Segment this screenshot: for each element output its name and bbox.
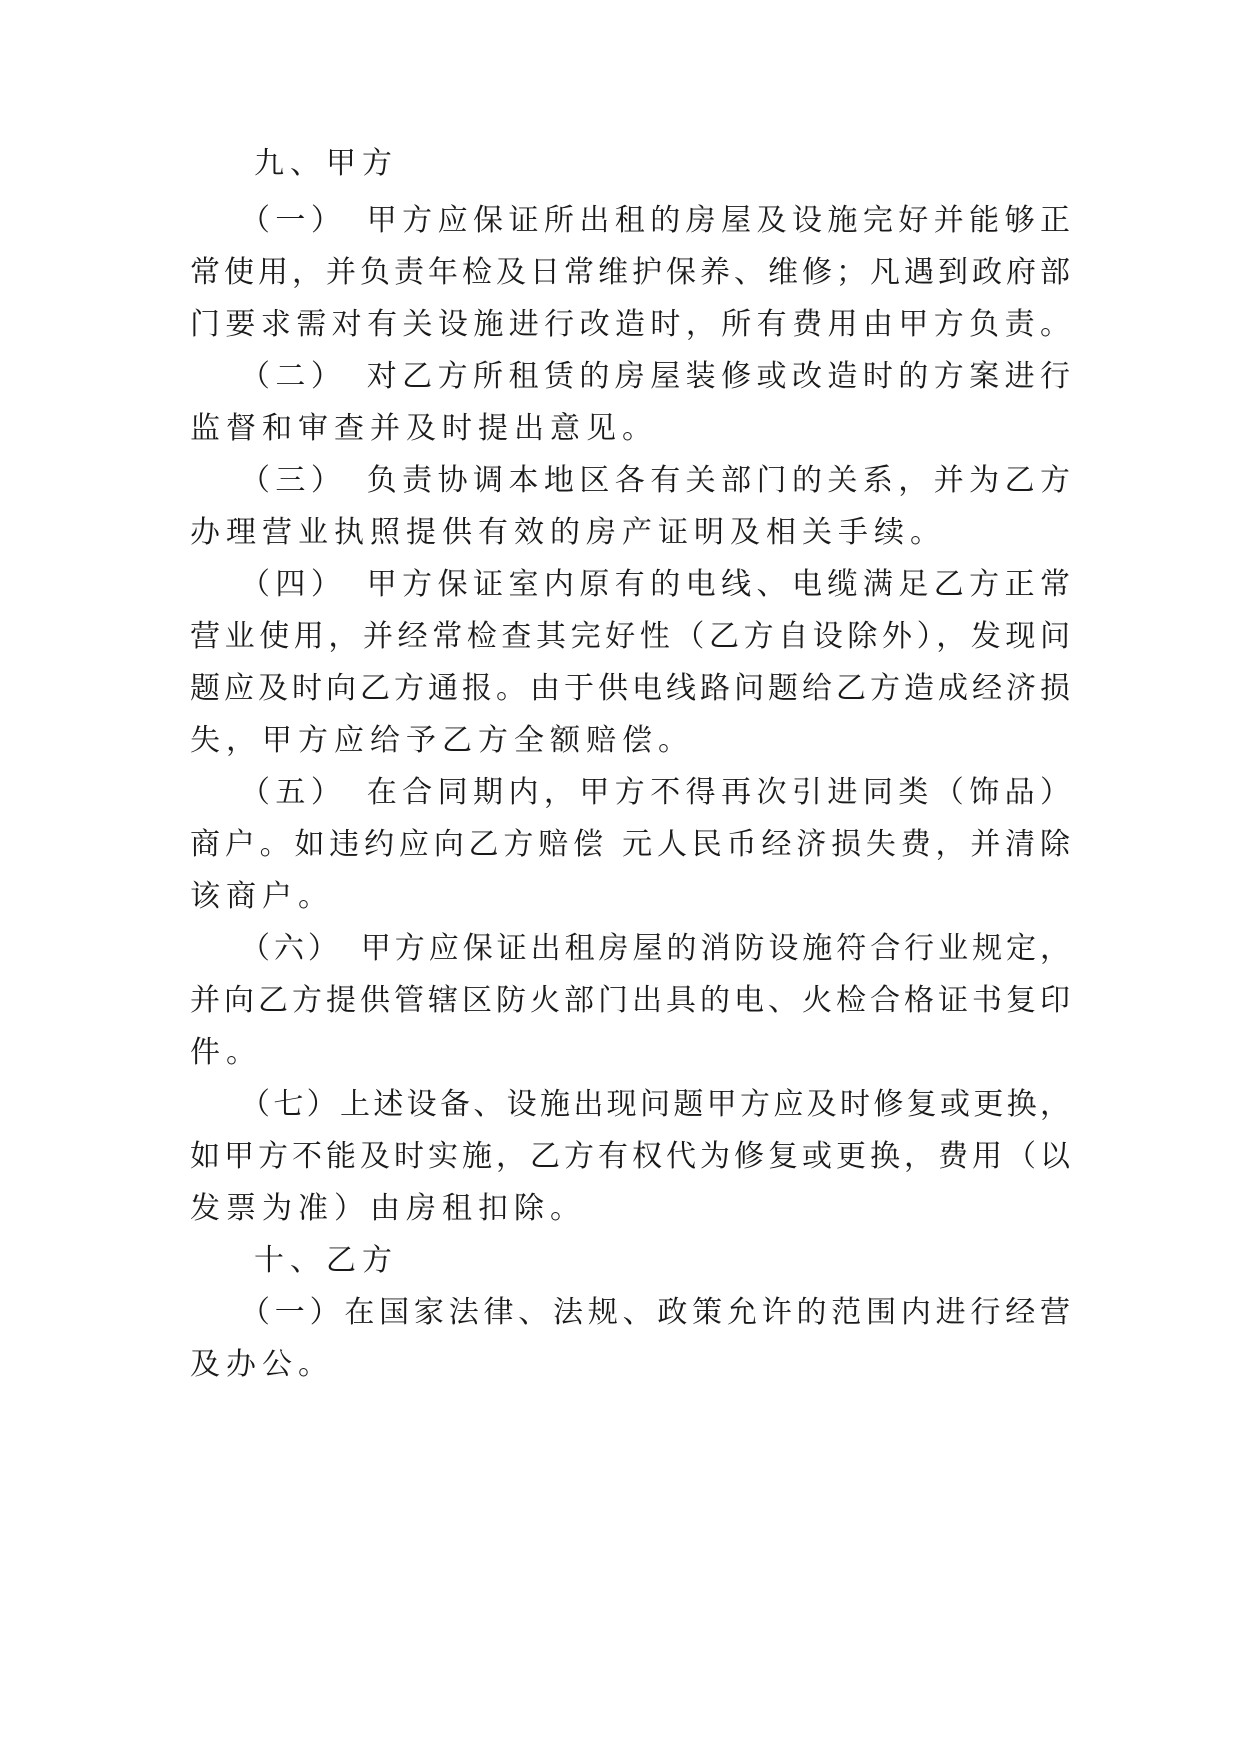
section-9-item-5-line-3: 该商户。 <box>190 879 334 914</box>
section-9-item-1-line-2: 常使用，并负责年检及日常维护保养、维修；凡遇到政府部 <box>190 255 1070 290</box>
section-9-item-4-line-2: 营业使用，并经常检查其完好性（乙方自设除外），发现问 <box>190 619 1070 654</box>
section-9-heading: 九、甲方 <box>254 146 398 181</box>
section-9-item-7-line-3: 发票为准）由房租扣除。 <box>190 1191 586 1226</box>
section-9-item-6-line-1: （六） 甲方应保证出租房屋的消防设施符合行业规定， <box>240 931 1070 966</box>
section-9-item-1-line-1: （一） 甲方应保证所出租的房屋及设施完好并能够正 <box>240 203 1070 238</box>
section-9-item-7-line-2: 如甲方不能及时实施，乙方有权代为修复或更换，费用（以 <box>190 1139 1070 1174</box>
section-10-heading: 十、乙方 <box>254 1243 398 1278</box>
section-9-item-4-line-1: （四） 甲方保证室内原有的电线、电缆满足乙方正常 <box>240 567 1070 602</box>
section-9-item-3-line-1: （三） 负责协调本地区各有关部门的关系，并为乙方 <box>240 463 1070 498</box>
section-9-item-4-line-4: 失，甲方应给予乙方全额赔偿。 <box>190 723 694 758</box>
section-9-item-5-line-2: 商户。如违约应向乙方赔偿 元人民币经济损失费，并清除 <box>190 827 1070 862</box>
section-9-item-2-line-1: （二） 对乙方所租赁的房屋装修或改造时的方案进行 <box>240 359 1070 394</box>
section-9-item-7-line-1: （七）上述设备、设施出现问题甲方应及时修复或更换， <box>240 1087 1070 1122</box>
section-10-item-1-line-2: 及办公。 <box>190 1347 334 1382</box>
section-9-item-6-line-2: 并向乙方提供管辖区防火部门出具的电、火检合格证书复印 <box>190 983 1070 1018</box>
section-9-item-6-line-3: 件。 <box>190 1035 262 1070</box>
section-9-item-2-line-2: 监督和审查并及时提出意见。 <box>190 411 658 446</box>
section-10-item-1-line-1: （一）在国家法律、法规、政策允许的范围内进行经营 <box>240 1295 1070 1330</box>
section-9-item-3-line-2: 办理营业执照提供有效的房产证明及相关手续。 <box>190 515 946 550</box>
section-9-item-1-line-3: 门要求需对有关设施进行改造时，所有费用由甲方负责。 <box>190 307 1070 342</box>
section-9-item-5-line-1: （五） 在合同期内，甲方不得再次引进同类（饰品） <box>240 775 1070 810</box>
section-9-item-4-line-3: 题应及时向乙方通报。由于供电线路问题给乙方造成经济损 <box>190 671 1070 706</box>
